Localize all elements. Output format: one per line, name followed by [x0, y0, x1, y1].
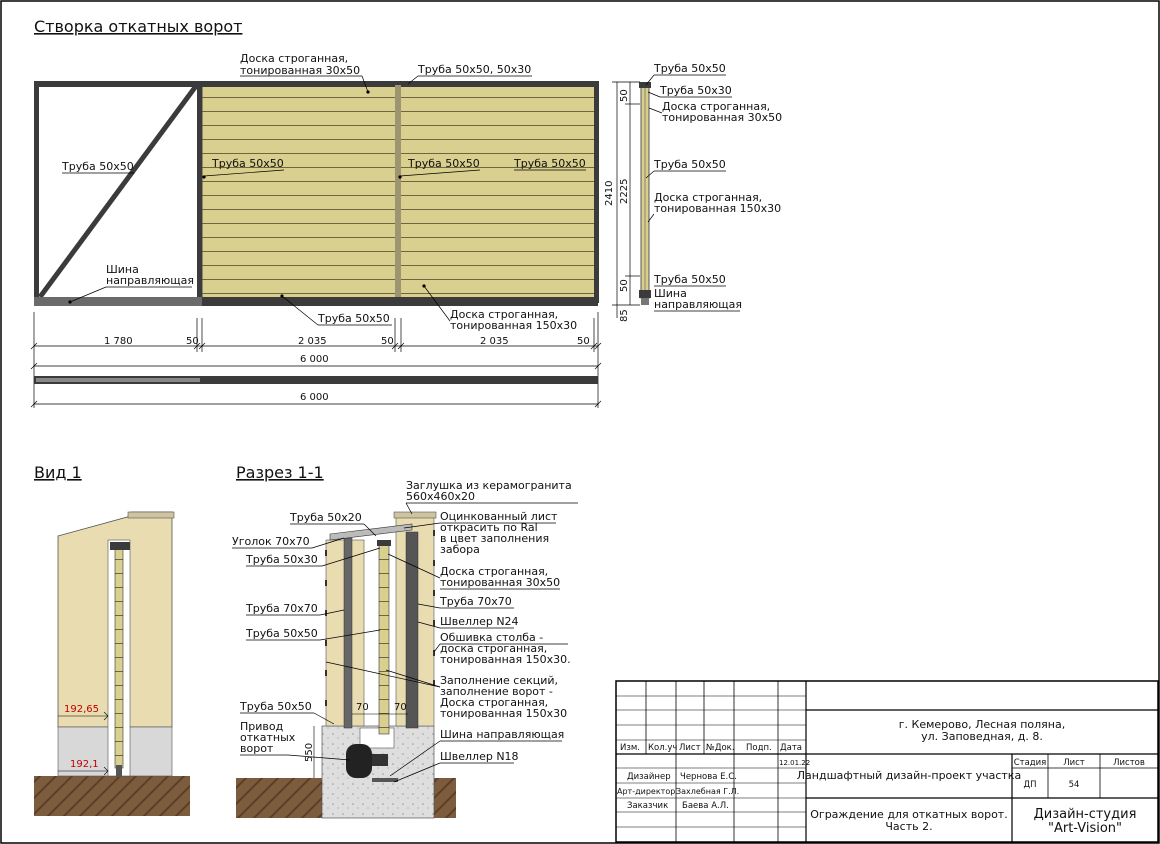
side-labels [646, 62, 782, 311]
side-label-2: Труба 50х30 [660, 84, 732, 97]
stamp-h-ndok: №Док. [706, 743, 735, 753]
dim-6000-b: 6 000 [300, 392, 329, 403]
view1-elevation [34, 512, 190, 816]
sec-label-drive-2: откатных [240, 731, 296, 744]
dim-50-a: 50 [186, 336, 199, 347]
label-pipe-b: Труба 50х50 [408, 157, 480, 170]
stamp-address-2: ул. Заповедная, д. 8. [921, 730, 1043, 743]
level-192-65: 192,65 [64, 704, 99, 715]
stamp-stage: ДП [1023, 780, 1037, 790]
title-block-text [617, 718, 1145, 836]
stamp-h-data: Дата [780, 743, 803, 753]
side-label-4: Труба 50х50 [654, 158, 726, 171]
sec-label-cladding-3: тонированная 150х30. [440, 653, 571, 666]
stamp-h-podp: Подп. [746, 743, 772, 753]
stamp-role-3: Заказчик [627, 801, 669, 811]
stamp-date: 12.01.22 [779, 759, 811, 767]
dim-2035-b: 2 035 [480, 336, 509, 347]
sec-label-cladding-2: доска строганная, [440, 642, 548, 655]
sec-label-board30x50-1: Доска строганная, [440, 565, 549, 578]
stamp-address-1: г. Кемерово, Лесная поляна, [898, 718, 1066, 731]
label-pipe-c: Труба 50х50 [514, 157, 586, 170]
dim-2225: 2225 [619, 178, 630, 204]
sec-label-cladding-1: Обшивка столба - [440, 631, 544, 644]
side-label-7b: направляющая [654, 298, 742, 311]
label-board-150x30-2: тонированная 150х30 [450, 319, 578, 332]
stamp-sheet: 54 [1068, 780, 1080, 790]
label-rail-2: направляющая [106, 274, 194, 287]
sec-label-drive-1: Привод [240, 720, 284, 733]
sec-label-pipe50x50-b: Труба 50х50 [240, 700, 312, 713]
side-label-3a: Доска строганная, [662, 100, 771, 113]
sec-label-sheet-2: открасить по Ral [440, 521, 538, 534]
stamp-sheet-h: Лист [1063, 758, 1085, 768]
sec-label-cap-1: Заглушка из керамогранита [406, 479, 572, 492]
sec-label-rail: Шина направляющая [440, 728, 565, 741]
sec-label-filling-4: тонированная 150х30 [440, 707, 568, 720]
title-section: Разрез 1-1 [236, 463, 324, 482]
gate-inner-post [395, 85, 401, 299]
sec-dim-70a: 70 [356, 702, 369, 713]
side-label-6: Труба 50х50 [654, 273, 726, 286]
dim-2410: 2410 [604, 180, 615, 206]
label-board-150x30-1: Доска строганная, [450, 308, 559, 321]
label-rail-1: Шина [106, 263, 139, 276]
dim-50-c: 50 [577, 336, 590, 347]
stamp-name-2: Захлебная Г.Л. [676, 787, 740, 796]
side-label-7a: Шина [654, 287, 687, 300]
sec-dim-70b: 70 [394, 702, 407, 713]
gate-plan-strip [34, 376, 598, 384]
sec-label-filling-2: заполнение ворот - [440, 685, 553, 698]
stamp-studio-1: Дизайн-студия [1033, 807, 1137, 822]
sec-label-sheet-4: забора [440, 543, 480, 556]
label-pipe-top: Труба 50х50, 50х30 [418, 63, 532, 76]
dim-1780: 1 780 [104, 336, 133, 347]
stamp-sheets-h: Листов [1113, 758, 1145, 768]
sec-label-cap-2: 560х460х20 [406, 490, 476, 503]
label-board-30x50-1: Доска строганная, [240, 52, 349, 65]
sec-label-sheet-1: Оцинкованный лист [440, 510, 558, 523]
sec-label-filling-3: Доска строганная, [440, 696, 549, 709]
sec-label-sheet-3: в цвет заполнения [440, 532, 550, 545]
stamp-name-1: Чернова Е.С. [680, 772, 737, 782]
side-label-1: Труба 50х50 [654, 62, 726, 75]
dim-6000-a: 6 000 [300, 354, 329, 365]
stamp-name-3: Баева А.Л. [682, 801, 729, 811]
sec-label-pipe70x70-l: Труба 70х70 [246, 602, 318, 615]
stamp-stage-h: Стадия [1013, 758, 1047, 768]
side-label-3b: тонированная 30х50 [662, 111, 783, 124]
sec-label-drive-3: ворот [240, 742, 274, 755]
stamp-project: Ландшафтный дизайн-проект участка [796, 769, 1022, 782]
dim-50-b: 50 [381, 336, 394, 347]
dim-2035-a: 2 035 [298, 336, 327, 347]
sec-label-pipe50x20: Труба 50х20 [290, 511, 362, 524]
gate-left-post [34, 81, 39, 303]
stamp-h-izm: Изм. [620, 743, 640, 753]
sec-label-pipe70x70-r: Труба 70х70 [440, 595, 512, 608]
label-pipe-diag: Труба 50х50 [62, 160, 134, 173]
label-pipe-a: Труба 50х50 [212, 157, 284, 170]
sec-label-pipe50x50-l: Труба 50х50 [246, 627, 318, 640]
label-pipe-bottom: Труба 50х50 [318, 312, 390, 325]
title-view1: Вид 1 [34, 463, 82, 482]
gate-right-post [594, 81, 599, 303]
stamp-drawing-2: Часть 2. [885, 820, 933, 833]
stamp-h-list: Лист [679, 743, 701, 753]
gate-side-section [639, 82, 651, 305]
stamp-drawing-1: Ограждение для откатных ворот. [810, 808, 1008, 821]
dim-85: 85 [619, 309, 630, 322]
sec-label-filling-1: Заполнение секций, [440, 674, 559, 687]
sec-label-board30x50-2: тонированная 30х50 [440, 576, 561, 589]
stamp-role-2: Арт-директор [617, 787, 676, 796]
sec-label-angle: Уголок 70х70 [232, 535, 310, 548]
sec-label-pipe50x30: Труба 50х30 [246, 553, 318, 566]
side-label-5b: тонированная 150х30 [654, 202, 782, 215]
gate-mid-post [197, 81, 202, 303]
sec-label-channel24: Швеллер N24 [440, 615, 519, 628]
label-board-30x50-2: тонированная 30х50 [240, 64, 361, 77]
dim-50-top: 50 [619, 89, 630, 102]
stamp-role-1: Дизайнер [627, 772, 671, 782]
dim-50-bot: 50 [619, 279, 630, 292]
title-gate-leaf: Створка откатных ворот [34, 17, 243, 36]
stamp-h-koluch: Кол.уч [648, 743, 678, 753]
stamp-studio-2: "Art-Vision" [1047, 821, 1123, 836]
gate-top-pipe [34, 81, 598, 87]
sec-dim-550: 550 [304, 742, 315, 762]
side-label-5a: Доска строганная, [654, 191, 763, 204]
level-192-1: 192,1 [70, 759, 99, 770]
sec-label-channel18: Швеллер N18 [440, 750, 519, 763]
